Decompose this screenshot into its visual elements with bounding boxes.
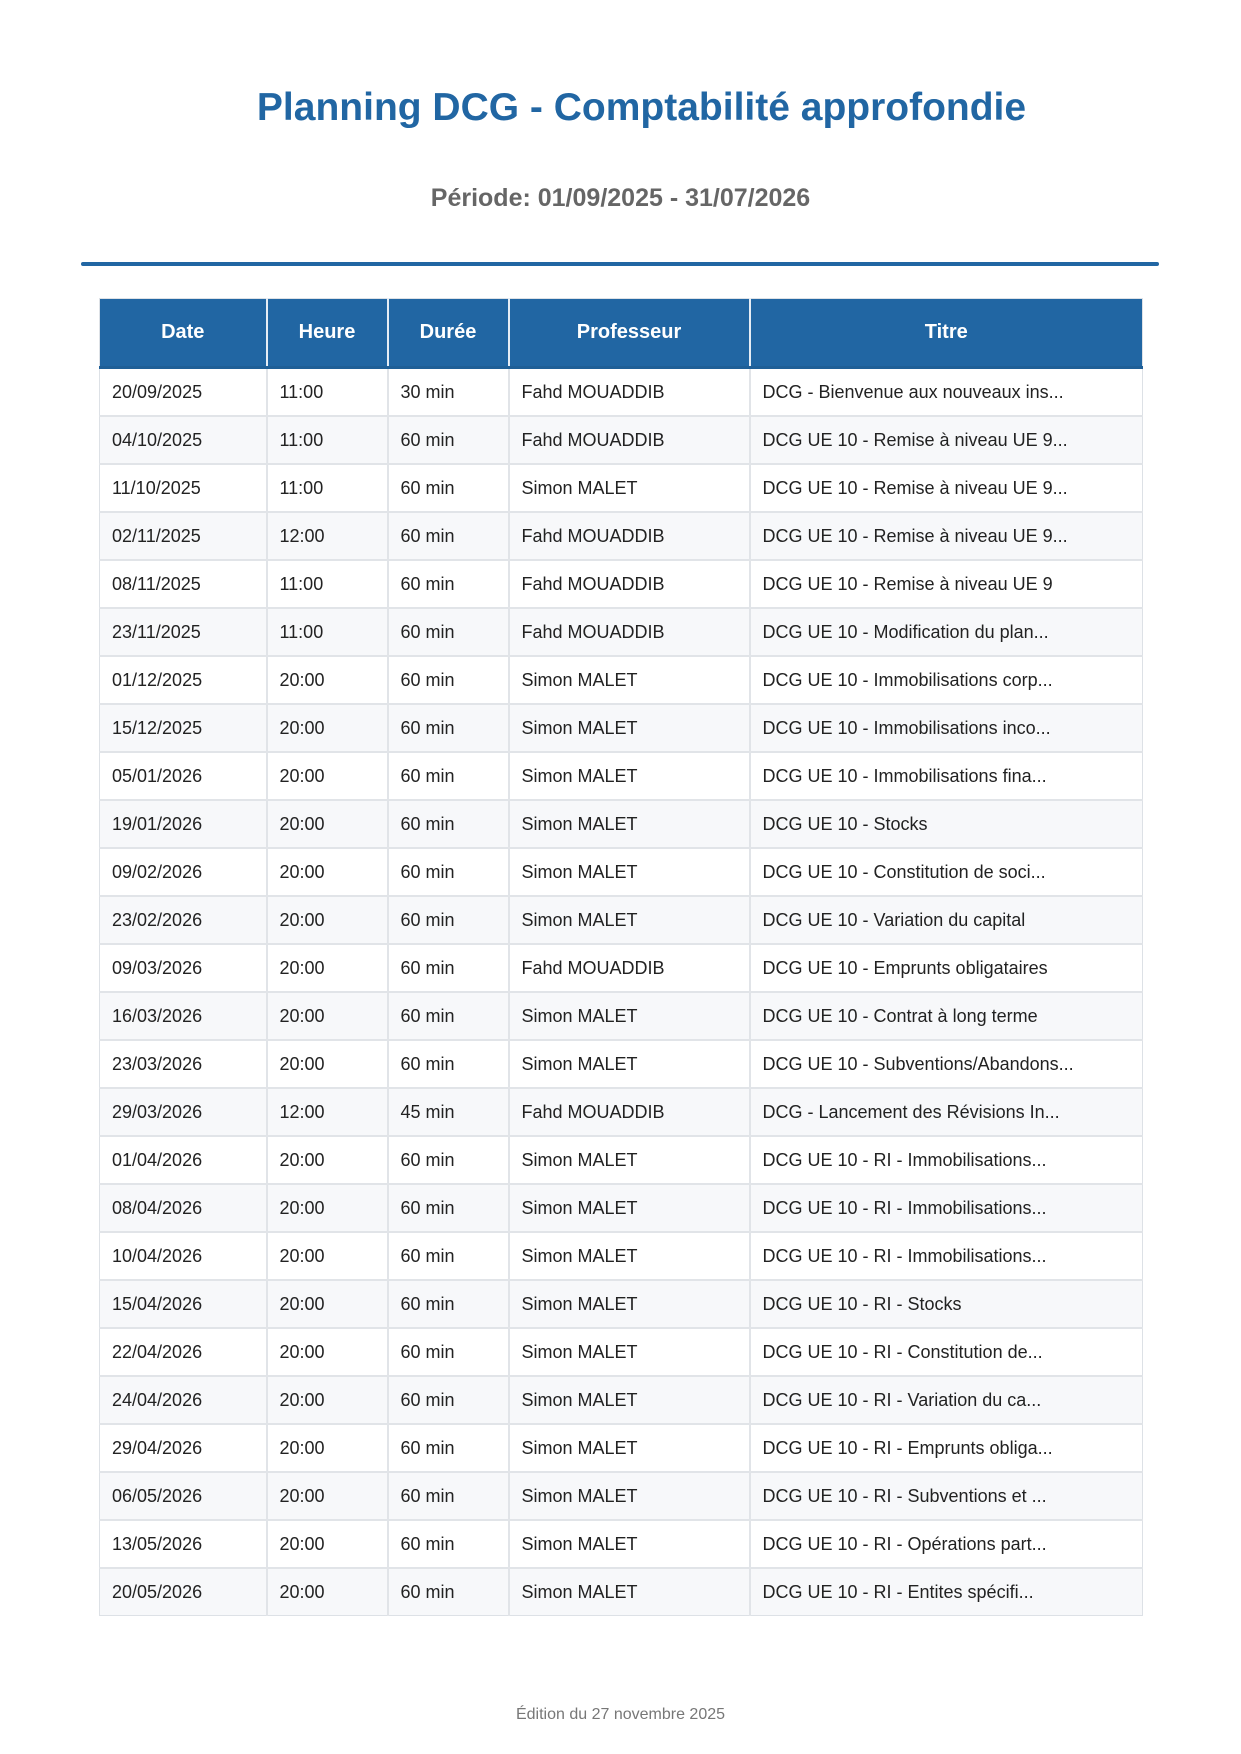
- cell-titre: DCG UE 10 - Modification du plan...: [750, 608, 1143, 656]
- cell-titre: DCG UE 10 - Emprunts obligataires: [750, 944, 1143, 992]
- cell-duree: 60 min: [388, 800, 509, 848]
- cell-professeur: Simon MALET: [509, 800, 750, 848]
- table-row: [100, 896, 1143, 944]
- cell-professeur: Simon MALET: [509, 752, 750, 800]
- cell-heure: 20:00: [267, 1040, 388, 1088]
- cell-heure: 20:00: [267, 1232, 388, 1280]
- table-row: [100, 704, 1143, 752]
- column-header-professeur: Professeur: [509, 299, 750, 368]
- cell-titre: DCG UE 10 - RI - Subventions et ...: [750, 1472, 1143, 1520]
- cell-date: 09/02/2026: [100, 848, 267, 896]
- table-row: [100, 800, 1143, 848]
- cell-titre: DCG UE 10 - Remise à niveau UE 9...: [750, 416, 1143, 464]
- cell-date: 02/11/2025: [100, 512, 267, 560]
- cell-professeur: Simon MALET: [509, 704, 750, 752]
- cell-duree: 30 min: [388, 368, 509, 417]
- period-range: Période: 01/09/2025 - 31/07/2026: [430, 184, 811, 212]
- cell-heure: 11:00: [267, 608, 388, 656]
- cell-heure: 11:00: [267, 560, 388, 608]
- cell-duree: 60 min: [388, 512, 509, 560]
- cell-duree: 60 min: [388, 752, 509, 800]
- cell-professeur: Simon MALET: [509, 896, 750, 944]
- cell-titre: DCG - Lancement des Révisions In...: [750, 1088, 1143, 1136]
- cell-titre: DCG UE 10 - Immobilisations inco...: [750, 704, 1143, 752]
- table-row: [100, 1280, 1143, 1328]
- cell-date: 05/01/2026: [100, 752, 267, 800]
- cell-titre: DCG UE 10 - RI - Variation du ca...: [750, 1376, 1143, 1424]
- cell-date: 08/04/2026: [100, 1184, 267, 1232]
- cell-professeur: Simon MALET: [509, 1424, 750, 1472]
- table-row: [100, 368, 1143, 417]
- schedule-body: [100, 368, 1143, 1616]
- cell-heure: 20:00: [267, 1472, 388, 1520]
- column-header-duree: Durée: [388, 299, 509, 368]
- cell-heure: 20:00: [267, 1280, 388, 1328]
- table-row: [100, 1232, 1143, 1280]
- cell-duree: 60 min: [388, 1376, 509, 1424]
- cell-titre: DCG UE 10 - RI - Emprunts obliga...: [750, 1424, 1143, 1472]
- cell-heure: 20:00: [267, 1136, 388, 1184]
- page-title: Planning DCG - Comptabilité approfondie: [256, 86, 1027, 129]
- cell-duree: 60 min: [388, 1424, 509, 1472]
- cell-professeur: Simon MALET: [509, 1520, 750, 1568]
- cell-professeur: Simon MALET: [509, 1136, 750, 1184]
- cell-heure: 20:00: [267, 896, 388, 944]
- cell-titre: DCG UE 10 - Remise à niveau UE 9: [750, 560, 1143, 608]
- cell-date: 06/05/2026: [100, 1472, 267, 1520]
- cell-date: 15/04/2026: [100, 1280, 267, 1328]
- cell-professeur: Simon MALET: [509, 1376, 750, 1424]
- cell-date: 15/12/2025: [100, 704, 267, 752]
- table-row: [100, 560, 1143, 608]
- cell-professeur: Fahd MOUADDIB: [509, 512, 750, 560]
- table-row: [100, 1520, 1143, 1568]
- cell-date: 23/11/2025: [100, 608, 267, 656]
- cell-heure: 12:00: [267, 1088, 388, 1136]
- cell-heure: 20:00: [267, 992, 388, 1040]
- cell-professeur: Simon MALET: [509, 1280, 750, 1328]
- cell-heure: 20:00: [267, 1376, 388, 1424]
- cell-duree: 60 min: [388, 1568, 509, 1616]
- cell-duree: 60 min: [388, 1040, 509, 1088]
- cell-date: 23/03/2026: [100, 1040, 267, 1088]
- cell-heure: 20:00: [267, 800, 388, 848]
- cell-professeur: Simon MALET: [509, 1568, 750, 1616]
- cell-professeur: Simon MALET: [509, 1040, 750, 1088]
- table-row: [100, 512, 1143, 560]
- cell-professeur: Simon MALET: [509, 1472, 750, 1520]
- cell-duree: 60 min: [388, 560, 509, 608]
- edition-date: Édition du 27 novembre 2025: [515, 1706, 726, 1723]
- cell-heure: 20:00: [267, 1184, 388, 1232]
- table-row: [100, 1088, 1143, 1136]
- cell-titre: DCG UE 10 - RI - Immobilisations...: [750, 1184, 1143, 1232]
- cell-titre: DCG UE 10 - Variation du capital: [750, 896, 1143, 944]
- cell-titre: DCG UE 10 - RI - Entites spécifi...: [750, 1568, 1143, 1616]
- column-header-titre: Titre: [750, 299, 1143, 368]
- cell-professeur: Fahd MOUADDIB: [509, 416, 750, 464]
- cell-duree: 45 min: [388, 1088, 509, 1136]
- cell-titre: DCG UE 10 - Constitution de soci...: [750, 848, 1143, 896]
- cell-date: 16/03/2026: [100, 992, 267, 1040]
- cell-heure: 20:00: [267, 848, 388, 896]
- cell-titre: DCG UE 10 - RI - Immobilisations...: [750, 1136, 1143, 1184]
- cell-titre: DCG - Bienvenue aux nouveaux ins...: [750, 368, 1143, 417]
- header-divider: [81, 262, 1159, 266]
- cell-date: 11/10/2025: [100, 464, 267, 512]
- cell-professeur: Simon MALET: [509, 992, 750, 1040]
- cell-titre: DCG UE 10 - RI - Stocks: [750, 1280, 1143, 1328]
- cell-professeur: Simon MALET: [509, 1328, 750, 1376]
- table-row: [100, 1424, 1143, 1472]
- cell-date: 13/05/2026: [100, 1520, 267, 1568]
- cell-duree: 60 min: [388, 464, 509, 512]
- cell-date: 04/10/2025: [100, 416, 267, 464]
- cell-titre: DCG UE 10 - Immobilisations fina...: [750, 752, 1143, 800]
- cell-titre: DCG UE 10 - RI - Constitution de...: [750, 1328, 1143, 1376]
- cell-duree: 60 min: [388, 992, 509, 1040]
- cell-titre: DCG UE 10 - Contrat à long terme: [750, 992, 1143, 1040]
- table-row: [100, 944, 1143, 992]
- table-row: [100, 1136, 1143, 1184]
- cell-date: 29/03/2026: [100, 1088, 267, 1136]
- table-row: [100, 992, 1143, 1040]
- cell-heure: 20:00: [267, 1328, 388, 1376]
- cell-professeur: Fahd MOUADDIB: [509, 608, 750, 656]
- cell-professeur: Simon MALET: [509, 464, 750, 512]
- cell-date: 24/04/2026: [100, 1376, 267, 1424]
- cell-professeur: Fahd MOUADDIB: [509, 368, 750, 417]
- cell-duree: 60 min: [388, 608, 509, 656]
- cell-date: 08/11/2025: [100, 560, 267, 608]
- table-row: [100, 464, 1143, 512]
- table-row: [100, 1472, 1143, 1520]
- cell-date: 20/05/2026: [100, 1568, 267, 1616]
- cell-professeur: Fahd MOUADDIB: [509, 560, 750, 608]
- cell-titre: DCG UE 10 - Subventions/Abandons...: [750, 1040, 1143, 1088]
- table-row: [100, 848, 1143, 896]
- cell-heure: 20:00: [267, 1520, 388, 1568]
- cell-duree: 60 min: [388, 1280, 509, 1328]
- table-row: [100, 1376, 1143, 1424]
- cell-professeur: Simon MALET: [509, 1184, 750, 1232]
- cell-heure: 20:00: [267, 656, 388, 704]
- cell-titre: DCG UE 10 - Remise à niveau UE 9...: [750, 464, 1143, 512]
- cell-heure: 20:00: [267, 944, 388, 992]
- cell-professeur: Simon MALET: [509, 848, 750, 896]
- table-row: [100, 752, 1143, 800]
- cell-heure: 20:00: [267, 752, 388, 800]
- cell-duree: 60 min: [388, 1328, 509, 1376]
- cell-heure: 20:00: [267, 704, 388, 752]
- cell-professeur: Simon MALET: [509, 1232, 750, 1280]
- table-row: [100, 416, 1143, 464]
- column-header-date: Date: [100, 299, 267, 368]
- cell-duree: 60 min: [388, 416, 509, 464]
- cell-date: 29/04/2026: [100, 1424, 267, 1472]
- cell-date: 22/04/2026: [100, 1328, 267, 1376]
- cell-titre: DCG UE 10 - RI - Opérations part...: [750, 1520, 1143, 1568]
- cell-heure: 20:00: [267, 1424, 388, 1472]
- cell-professeur: Fahd MOUADDIB: [509, 944, 750, 992]
- table-row: [100, 1568, 1143, 1616]
- cell-heure: 11:00: [267, 368, 388, 417]
- table-row: [100, 1040, 1143, 1088]
- cell-heure: 11:00: [267, 464, 388, 512]
- cell-date: 10/04/2026: [100, 1232, 267, 1280]
- cell-titre: DCG UE 10 - Remise à niveau UE 9...: [750, 512, 1143, 560]
- cell-duree: 60 min: [388, 944, 509, 992]
- cell-date: 19/01/2026: [100, 800, 267, 848]
- cell-duree: 60 min: [388, 1136, 509, 1184]
- cell-heure: 11:00: [267, 416, 388, 464]
- cell-duree: 60 min: [388, 656, 509, 704]
- cell-heure: 20:00: [267, 1568, 388, 1616]
- cell-duree: 60 min: [388, 1472, 509, 1520]
- cell-titre: DCG UE 10 - Immobilisations corp...: [750, 656, 1143, 704]
- cell-professeur: Simon MALET: [509, 656, 750, 704]
- column-header-heure: Heure: [267, 299, 388, 368]
- cell-duree: 60 min: [388, 1520, 509, 1568]
- cell-date: 09/03/2026: [100, 944, 267, 992]
- schedule-table: [99, 298, 1143, 1616]
- cell-date: 23/02/2026: [100, 896, 267, 944]
- cell-professeur: Fahd MOUADDIB: [509, 1088, 750, 1136]
- cell-titre: DCG UE 10 - RI - Immobilisations...: [750, 1232, 1143, 1280]
- table-row: [100, 656, 1143, 704]
- cell-date: 20/09/2025: [100, 368, 267, 417]
- table-row: [100, 1328, 1143, 1376]
- cell-duree: 60 min: [388, 1184, 509, 1232]
- cell-heure: 12:00: [267, 512, 388, 560]
- table-row: [100, 1184, 1143, 1232]
- cell-date: 01/12/2025: [100, 656, 267, 704]
- cell-duree: 60 min: [388, 704, 509, 752]
- cell-duree: 60 min: [388, 848, 509, 896]
- cell-duree: 60 min: [388, 896, 509, 944]
- cell-titre: DCG UE 10 - Stocks: [750, 800, 1143, 848]
- cell-date: 01/04/2026: [100, 1136, 267, 1184]
- table-header-row: [100, 299, 1143, 368]
- cell-duree: 60 min: [388, 1232, 509, 1280]
- table-row: [100, 608, 1143, 656]
